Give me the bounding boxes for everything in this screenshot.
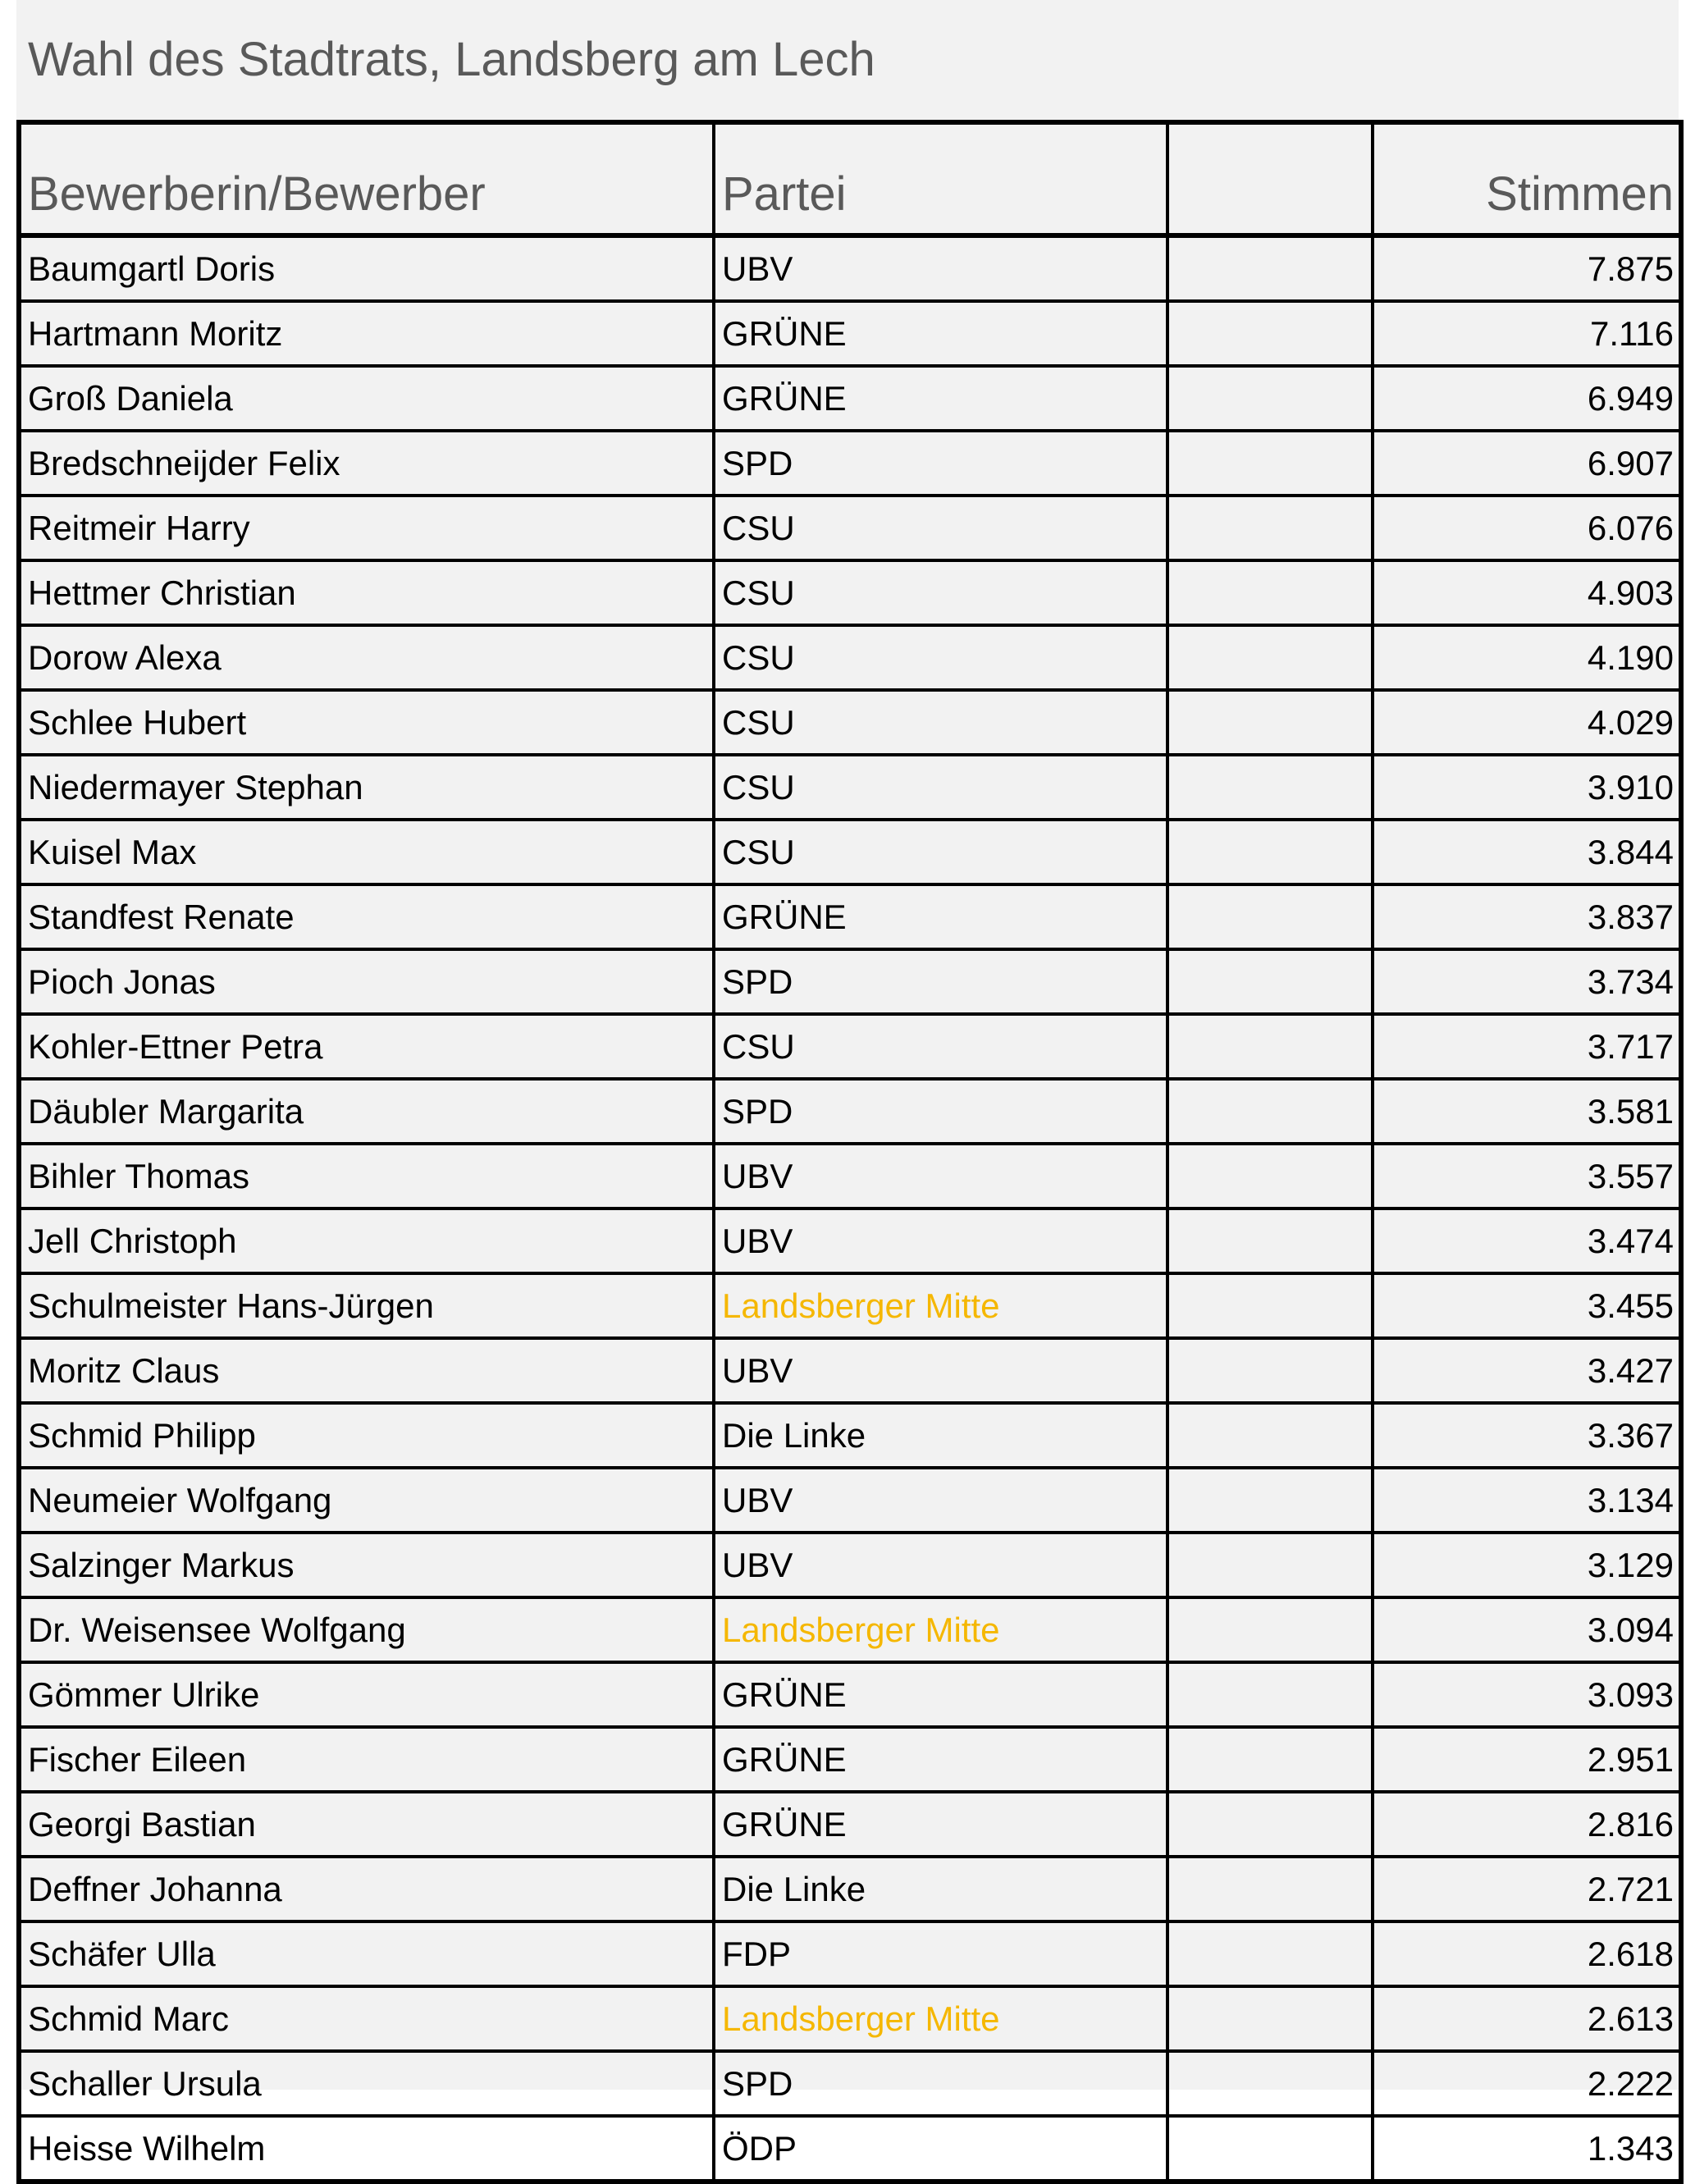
candidate-name: Niedermayer Stephan: [19, 755, 714, 820]
party-name: CSU: [714, 755, 1167, 820]
party-name: SPD: [714, 2051, 1167, 2116]
party-name: CSU: [714, 496, 1167, 560]
vote-count: 3.910: [1373, 755, 1681, 820]
vote-count: 3.717: [1373, 1014, 1681, 1079]
party-name: GRÜNE: [714, 884, 1167, 949]
empty-cell: [1167, 949, 1373, 1014]
vote-count: 7.116: [1373, 301, 1681, 366]
table-row: [19, 431, 1681, 496]
candidate-name: Pioch Jonas: [19, 949, 714, 1014]
empty-cell: [1167, 1533, 1373, 1597]
page-title: Wahl des Stadtrats, Landsberg am Lech: [28, 33, 875, 86]
party-name: CSU: [714, 560, 1167, 625]
vote-count: 3.837: [1373, 884, 1681, 949]
vote-count: 2.613: [1373, 1986, 1681, 2051]
vote-count: 2.816: [1373, 1792, 1681, 1857]
empty-cell: [1167, 2051, 1373, 2116]
party-name: CSU: [714, 1014, 1167, 1079]
table-row: [19, 755, 1681, 820]
candidate-name: Groß Daniela: [19, 366, 714, 431]
table-row: [19, 235, 1681, 301]
party-name: Landsberger Mitte: [714, 1597, 1167, 1662]
candidate-name: Schaller Ursula: [19, 2051, 714, 2116]
table-row: [19, 1079, 1681, 1144]
candidate-name: Schmid Philipp: [19, 1403, 714, 1468]
party-name: FDP: [714, 1921, 1167, 1986]
candidate-name: Hettmer Christian: [19, 560, 714, 625]
table-row: [19, 301, 1681, 366]
party-name: SPD: [714, 431, 1167, 496]
table-row: [19, 1014, 1681, 1079]
table-row: [19, 1986, 1681, 2051]
table-row: [19, 1921, 1681, 1986]
candidate-name: Schmid Marc: [19, 1986, 714, 2051]
table-row: [19, 1273, 1681, 1338]
vote-count: 4.190: [1373, 625, 1681, 690]
vote-count: 3.134: [1373, 1468, 1681, 1533]
candidate-name: Jell Christoph: [19, 1209, 714, 1273]
vote-count: 3.367: [1373, 1403, 1681, 1468]
empty-cell: [1167, 1209, 1373, 1273]
empty-cell: [1167, 1079, 1373, 1144]
empty-cell: [1167, 755, 1373, 820]
table-row: [19, 2051, 1681, 2116]
empty-cell: [1167, 301, 1373, 366]
vote-count: 3.427: [1373, 1338, 1681, 1403]
table-row: [19, 560, 1681, 625]
party-name: Die Linke: [714, 1403, 1167, 1468]
column-header-votes: Stimmen: [1373, 122, 1681, 235]
table-row: [19, 949, 1681, 1014]
empty-cell: [1167, 1014, 1373, 1079]
vote-count: 3.581: [1373, 1079, 1681, 1144]
party-name: UBV: [714, 1209, 1167, 1273]
empty-cell: [1167, 1597, 1373, 1662]
table-header-row: [19, 122, 1681, 235]
candidate-name: Standfest Renate: [19, 884, 714, 949]
candidate-name: Deffner Johanna: [19, 1857, 714, 1921]
empty-cell: [1167, 1468, 1373, 1533]
party-name: CSU: [714, 625, 1167, 690]
vote-count: 3.734: [1373, 949, 1681, 1014]
empty-cell: [1167, 496, 1373, 560]
vote-count: 6.076: [1373, 496, 1681, 560]
table-row: [19, 884, 1681, 949]
candidate-name: Schäfer Ulla: [19, 1921, 714, 1986]
vote-count: 3.455: [1373, 1273, 1681, 1338]
table-row: [19, 1792, 1681, 1857]
table-row: [19, 1209, 1681, 1273]
results-sheet: [16, 0, 1679, 2168]
candidate-name: Schlee Hubert: [19, 690, 714, 755]
candidate-name: Bredschneijder Felix: [19, 431, 714, 496]
party-name: UBV: [714, 1144, 1167, 1209]
candidate-name: Däubler Margarita: [19, 1079, 714, 1144]
table-row: [19, 1403, 1681, 1468]
vote-count: 3.557: [1373, 1144, 1681, 1209]
empty-cell: [1167, 1273, 1373, 1338]
candidate-name: Neumeier Wolfgang: [19, 1468, 714, 1533]
party-name: Landsberger Mitte: [714, 1273, 1167, 1338]
table-row: [19, 1727, 1681, 1792]
candidate-name: Schulmeister Hans-Jürgen: [19, 1273, 714, 1338]
column-header-extra: [1167, 122, 1373, 235]
empty-cell: [1167, 1792, 1373, 1857]
party-name: GRÜNE: [714, 366, 1167, 431]
vote-count: 2.222: [1373, 2051, 1681, 2116]
empty-cell: [1167, 625, 1373, 690]
table-row: [19, 2116, 1681, 2182]
vote-count: 6.949: [1373, 366, 1681, 431]
vote-count: 6.907: [1373, 431, 1681, 496]
table-row: [19, 366, 1681, 431]
candidate-name: Fischer Eileen: [19, 1727, 714, 1792]
empty-cell: [1167, 1403, 1373, 1468]
party-name: GRÜNE: [714, 1792, 1167, 1857]
vote-count: 2.721: [1373, 1857, 1681, 1921]
candidate-name: Dr. Weisensee Wolfgang: [19, 1597, 714, 1662]
candidate-name: Dorow Alexa: [19, 625, 714, 690]
vote-count: 3.844: [1373, 820, 1681, 884]
party-name: GRÜNE: [714, 1662, 1167, 1727]
table-row: [19, 1857, 1681, 1921]
empty-cell: [1167, 1662, 1373, 1727]
empty-cell: [1167, 690, 1373, 755]
vote-count: 3.093: [1373, 1662, 1681, 1727]
table-body: [19, 235, 1681, 2182]
empty-cell: [1167, 1727, 1373, 1792]
empty-cell: [1167, 820, 1373, 884]
party-name: GRÜNE: [714, 301, 1167, 366]
empty-cell: [1167, 366, 1373, 431]
party-name: UBV: [714, 1468, 1167, 1533]
vote-count: 4.029: [1373, 690, 1681, 755]
vote-count: 7.875: [1373, 235, 1681, 301]
table-row: [19, 1144, 1681, 1209]
party-name: ÖDP: [714, 2116, 1167, 2182]
candidate-name: Kohler-Ettner Petra: [19, 1014, 714, 1079]
party-name: SPD: [714, 1079, 1167, 1144]
empty-cell: [1167, 560, 1373, 625]
empty-cell: [1167, 1144, 1373, 1209]
table-row: [19, 820, 1681, 884]
results-table: [16, 120, 1684, 2184]
candidate-name: Heisse Wilhelm: [19, 2116, 714, 2182]
vote-count: 3.094: [1373, 1597, 1681, 1662]
vote-count: 3.129: [1373, 1533, 1681, 1597]
party-name: SPD: [714, 949, 1167, 1014]
party-name: UBV: [714, 235, 1167, 301]
candidate-name: Hartmann Moritz: [19, 301, 714, 366]
table-row: [19, 1662, 1681, 1727]
table-row: [19, 1468, 1681, 1533]
vote-count: 3.474: [1373, 1209, 1681, 1273]
candidate-name: Salzinger Markus: [19, 1533, 714, 1597]
party-name: UBV: [714, 1338, 1167, 1403]
candidate-name: Bihler Thomas: [19, 1144, 714, 1209]
table-row: [19, 496, 1681, 560]
empty-cell: [1167, 1921, 1373, 1986]
party-name: UBV: [714, 1533, 1167, 1597]
table-row: [19, 1338, 1681, 1403]
candidate-name: Kuisel Max: [19, 820, 714, 884]
party-name: CSU: [714, 820, 1167, 884]
vote-count: 4.903: [1373, 560, 1681, 625]
party-name: GRÜNE: [714, 1727, 1167, 1792]
empty-cell: [1167, 1338, 1373, 1403]
vote-count: 2.618: [1373, 1921, 1681, 1986]
column-header-party: Partei: [714, 122, 1167, 235]
empty-cell: [1167, 431, 1373, 496]
candidate-name: Gömmer Ulrike: [19, 1662, 714, 1727]
table-row: [19, 690, 1681, 755]
candidate-name: Reitmeir Harry: [19, 496, 714, 560]
party-name: Die Linke: [714, 1857, 1167, 1921]
candidate-name: Georgi Bastian: [19, 1792, 714, 1857]
empty-cell: [1167, 1857, 1373, 1921]
table-row: [19, 1533, 1681, 1597]
candidate-name: Moritz Claus: [19, 1338, 714, 1403]
vote-count: 1.343: [1373, 2116, 1681, 2182]
table-row: [19, 1597, 1681, 1662]
column-header-name: Bewerberin/Bewerber: [19, 122, 714, 235]
table-row: [19, 625, 1681, 690]
empty-cell: [1167, 235, 1373, 301]
empty-cell: [1167, 2116, 1373, 2182]
party-name: Landsberger Mitte: [714, 1986, 1167, 2051]
empty-cell: [1167, 884, 1373, 949]
vote-count: 2.951: [1373, 1727, 1681, 1792]
candidate-name: Baumgartl Doris: [19, 235, 714, 301]
empty-cell: [1167, 1986, 1373, 2051]
party-name: CSU: [714, 690, 1167, 755]
